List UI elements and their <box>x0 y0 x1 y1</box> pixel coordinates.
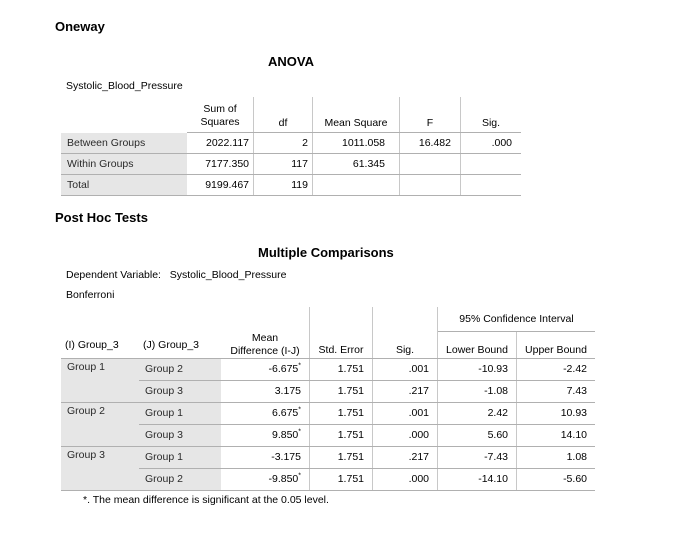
anova-cell-ss: 9199.467 <box>187 175 254 196</box>
mc-cell-md <box>221 468 310 490</box>
mc-md-star: * <box>298 406 301 414</box>
mc-cell-j: Group 2 <box>139 468 221 490</box>
anova-cell-df: 119 <box>254 175 313 196</box>
mc-cell-ub: 10.93 <box>517 402 596 424</box>
mc-md-value: -9.850 <box>268 473 299 485</box>
mc-cell-lb: 2.42 <box>438 402 517 424</box>
table-row <box>61 358 595 380</box>
mc-cell-se: 1.751 <box>310 358 373 380</box>
mc-cell-j: Group 3 <box>139 424 221 446</box>
mc-cell-ub: 7.43 <box>517 380 596 402</box>
anova-header-ms: Mean Square <box>313 97 400 133</box>
mc-cell-md <box>221 402 310 424</box>
mc-cell-j: Group 1 <box>139 446 221 468</box>
mc-cell-lb: -14.10 <box>438 468 517 490</box>
mc-cell-md <box>221 358 310 380</box>
mc-cell-ub: 14.10 <box>517 424 596 446</box>
mc-md-value: 9.850 <box>271 429 299 441</box>
multiple-comparisons-table <box>61 307 595 491</box>
mc-cell-ub: -5.60 <box>517 468 596 490</box>
mc-cell-sig: .001 <box>373 358 438 380</box>
mc-cell-se: 1.751 <box>310 468 373 490</box>
anova-cell-sig <box>461 175 522 196</box>
mc-md-value: -6.675 <box>268 363 299 375</box>
mc-header-row-1 <box>61 307 595 332</box>
anova-cell-sig: .000 <box>461 133 522 154</box>
mc-header-ci: 95% Confidence Interval <box>438 307 596 332</box>
mc-header-blank <box>310 307 373 332</box>
multiple-comparisons-title: Multiple Comparisons <box>258 245 394 260</box>
anova-header-df: df <box>254 97 313 133</box>
anova-header-f: F <box>400 97 461 133</box>
table-row <box>61 446 595 468</box>
anova-row-between <box>61 133 521 154</box>
anova-cell-sig <box>461 154 522 175</box>
anova-cell-f <box>400 154 461 175</box>
dependent-variable-label: Dependent Variable: <box>66 269 161 281</box>
anova-row-within <box>61 154 521 175</box>
anova-cell-f: 16.482 <box>400 133 461 154</box>
mc-cell-sig: .000 <box>373 424 438 446</box>
mc-header-sig: Sig. <box>373 332 438 359</box>
mc-md-value: 6.675 <box>271 407 299 419</box>
mc-cell-sig: .217 <box>373 380 438 402</box>
anova-header-ss-line1: Sum of <box>203 103 237 115</box>
mc-header-blank <box>373 307 438 332</box>
anova-row-label: Total <box>61 175 187 196</box>
mc-header-md-line2: Difference (I-J) <box>230 344 300 357</box>
anova-cell-ss: 7177.350 <box>187 154 254 175</box>
mc-cell-se: 1.751 <box>310 446 373 468</box>
anova-title: ANOVA <box>268 54 314 69</box>
dependent-variable-line <box>66 269 286 281</box>
table-row <box>61 380 595 402</box>
mc-cell-sig: .217 <box>373 446 438 468</box>
mc-md-star: * <box>298 362 301 370</box>
mc-header-row-2 <box>61 332 595 359</box>
footnote: *. The mean difference is significant at the 0.05 level. <box>83 494 329 506</box>
anova-cell-ms: 1011.058 <box>313 133 400 154</box>
mc-md-star: * <box>298 472 301 480</box>
mc-cell-lb: -1.08 <box>438 380 517 402</box>
mc-cell-j: Group 1 <box>139 402 221 424</box>
mc-cell-se: 1.751 <box>310 402 373 424</box>
mc-md-value: 3.175 <box>274 385 301 397</box>
table-row <box>61 402 595 424</box>
anova-cell-f <box>400 175 461 196</box>
mc-header-blank <box>221 307 310 332</box>
mc-cell-ub: 1.08 <box>517 446 596 468</box>
mc-cell-ub: -2.42 <box>517 358 596 380</box>
mc-cell-sig: .000 <box>373 468 438 490</box>
mc-header-blank <box>139 307 221 332</box>
anova-table <box>61 97 521 196</box>
mc-md-star: * <box>298 428 301 436</box>
mc-cell-i: Group 3 <box>61 446 139 490</box>
anova-header-row <box>61 97 521 133</box>
anova-row-total <box>61 175 521 196</box>
anova-cell-ms <box>313 175 400 196</box>
mc-cell-md <box>221 446 310 468</box>
oneway-heading: Oneway <box>55 19 105 34</box>
mc-header-md-line1: Mean <box>251 331 279 344</box>
mc-cell-i: Group 2 <box>61 402 139 446</box>
mc-header-j: (J) Group_3 <box>139 332 221 359</box>
mc-cell-sig: .001 <box>373 402 438 424</box>
anova-dependent-label: Systolic_Blood_Pressure <box>66 80 183 92</box>
mc-cell-md <box>221 424 310 446</box>
mc-md-value: -3.175 <box>271 451 301 463</box>
mc-header-ub: Upper Bound <box>517 332 596 359</box>
dependent-variable-value: Systolic_Blood_Pressure <box>169 269 287 281</box>
method-label: Bonferroni <box>66 289 115 301</box>
mc-cell-lb: -10.93 <box>438 358 517 380</box>
mc-cell-se: 1.751 <box>310 380 373 402</box>
post-hoc-heading: Post Hoc Tests <box>55 210 148 225</box>
anova-header-blank <box>61 97 187 133</box>
anova-cell-ms: 61.345 <box>313 154 400 175</box>
anova-cell-df: 117 <box>254 154 313 175</box>
mc-header-i: (I) Group_3 <box>61 332 139 359</box>
anova-header-ss <box>187 97 254 133</box>
anova-header-sig: Sig. <box>461 97 522 133</box>
mc-cell-lb: -7.43 <box>438 446 517 468</box>
mc-cell-j: Group 2 <box>139 358 221 380</box>
mc-cell-lb: 5.60 <box>438 424 517 446</box>
anova-header-ss-line2: Squares <box>200 116 240 128</box>
anova-cell-df: 2 <box>254 133 313 154</box>
mc-cell-i: Group 1 <box>61 358 139 402</box>
table-row <box>61 468 595 490</box>
anova-cell-ss: 2022.117 <box>187 133 254 154</box>
mc-cell-md <box>221 380 310 402</box>
table-row <box>61 424 595 446</box>
mc-cell-j: Group 3 <box>139 380 221 402</box>
mc-header-se: Std. Error <box>310 332 373 359</box>
mc-header-blank <box>61 307 139 332</box>
mc-cell-se: 1.751 <box>310 424 373 446</box>
mc-header-lb: Lower Bound <box>438 332 517 359</box>
mc-header-md <box>221 332 310 359</box>
anova-row-label: Within Groups <box>61 154 187 175</box>
anova-row-label: Between Groups <box>61 133 187 154</box>
